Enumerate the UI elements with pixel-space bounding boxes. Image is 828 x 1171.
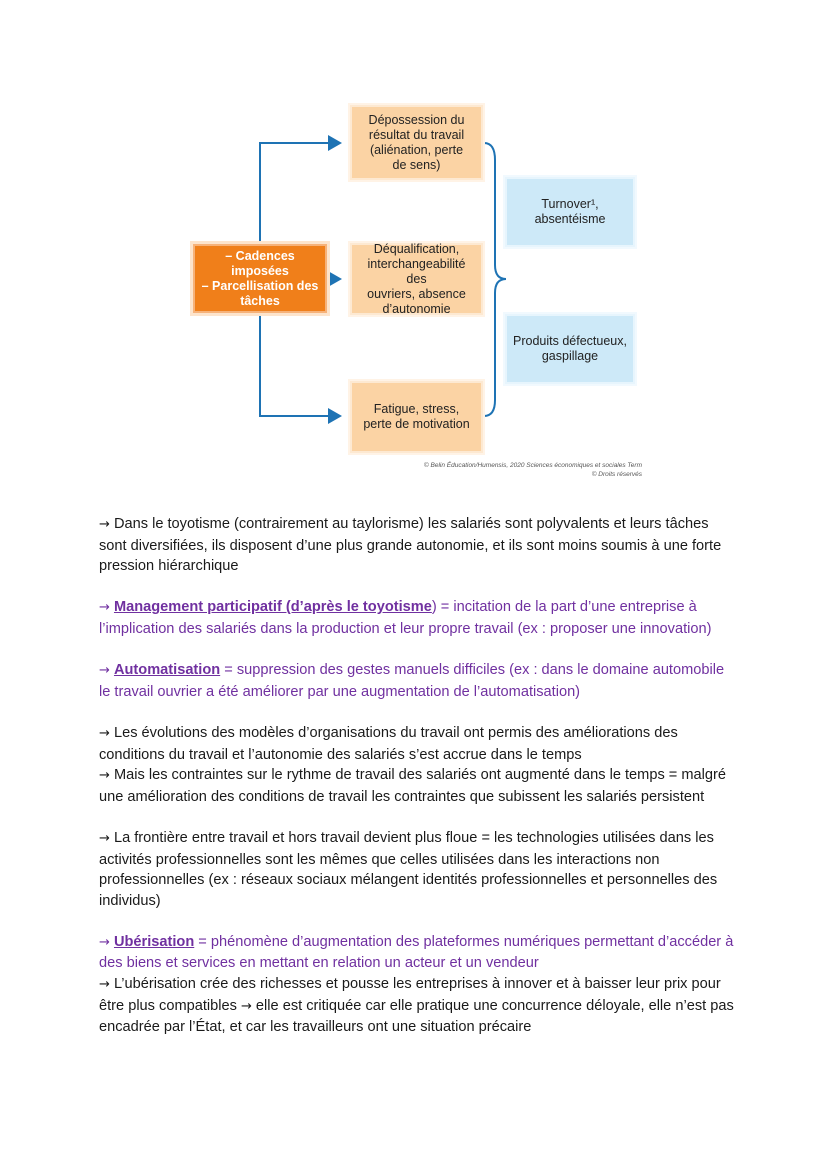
grouping-brace	[484, 143, 506, 416]
consequence-line: Produits défectueux,	[513, 334, 627, 348]
consequence-line: absentéisme	[534, 212, 606, 226]
paragraph-text: Dans le toyotisme (contrairement au taylorisme) les salariés sont polyvalents et leurs tâches sont diversifiées, ils disposent d’une plus grande autonomie, et ils sont moins soumis à une forte pression hiérarchique	[99, 516, 722, 575]
paragraph-text: Mais les contraintes sur le rythme de travail des salariés ont augmenté dans le temps = malgré une amélioration des conditions de travail les contraintes que subissent les salariés persistent	[99, 767, 726, 805]
definition-term: Management participatif (d’après le toyotisme	[113, 599, 432, 616]
arrow-icon: →	[99, 768, 110, 784]
consequence-box-turnover	[505, 177, 635, 247]
definition-term: Automatisation	[113, 662, 221, 679]
paragraph-text: L’ubérisation crée des richesses et pousse les entreprises à innover et à baisser leur prix pour être plus compatibles	[99, 976, 721, 1014]
arrow-icon: →	[240, 998, 252, 1014]
paragraph-toyotism	[99, 514, 739, 577]
diagram	[0, 0, 828, 490]
effect-line: d’autonomie	[382, 301, 451, 316]
arrow-icon: →	[99, 600, 110, 616]
effect-box-deskilling	[350, 243, 483, 315]
paragraph-work-boundary	[99, 828, 739, 911]
source-line: – Cadences imposées	[225, 248, 295, 278]
image-credit	[424, 461, 642, 479]
effect-line: Déqualification,	[373, 241, 460, 256]
definition-term: Ubérisation	[113, 933, 195, 950]
paragraph-evolutions	[99, 723, 739, 765]
arrow-icon: →	[99, 934, 110, 950]
arrow-icon: →	[99, 977, 110, 993]
effect-box-dispossession	[350, 105, 483, 180]
credit-line: © Belin Éducation/Humensis, 2020 Sciences économiques et sociales Term	[423, 462, 642, 469]
effect-line: (aliénation, perte	[369, 142, 464, 157]
paragraph-uberization	[99, 932, 739, 974]
arrow-icon: →	[99, 830, 110, 846]
effect-line: interchangeabilité des	[367, 256, 466, 286]
credit-line: © Droits réservés	[591, 471, 642, 478]
paragraph-participative-management	[99, 597, 739, 639]
paragraph-text: La frontière entre travail et hors travail devient plus floue = les technologies utilisées dans les activités professionnelles sont les mêmes que celles utilisées dans les interactions non professionnelles (ex : réseaux sociaux mélangent identités professionnelles et personnelles des individus)	[99, 829, 718, 909]
definition-text: = suppression des gestes manuels difficiles (ex : dans le domaine automobile le travail ouvrier a été améliorer par une augmentation de l’automatisation)	[99, 662, 725, 700]
effect-line: résultat du travail	[368, 127, 465, 142]
paragraph-text: Les évolutions des modèles d’organisations du travail ont permis des améliorations des conditions du travail et l’autonomie des salariés s’est accrue dans le temps	[99, 724, 678, 763]
effect-line: perte de motivation	[363, 417, 470, 431]
definition-text: ) = incitation de la part d’une entreprise à l’implication des salariés dans la production et leur propre travail (ex : proposer une innovation)	[99, 599, 712, 637]
source-box	[193, 244, 327, 313]
notes-body	[99, 514, 739, 1038]
paragraph-constraints	[99, 765, 739, 807]
paragraph-text: elle est critiquée car elle pratique une concurrence déloyale, elle n’est pas encadrée par l’État, et car les travailleurs ont une situation précaire	[99, 997, 734, 1036]
effect-line: Fatigue, stress,	[373, 402, 460, 416]
connector-to-effect-3	[260, 313, 340, 416]
consequence-box-defects	[505, 314, 635, 384]
definition-text: = phénomène d’augmentation des plateformes numériques permettant d’accéder à des biens et services en mettant en relation un acteur et un vendeur	[99, 933, 734, 972]
effect-line: Dépossession du	[368, 112, 465, 127]
effect-line: ouvriers, absence	[367, 286, 466, 301]
paragraph-uberization-effects	[99, 974, 739, 1038]
effect-box-fatigue	[350, 381, 483, 453]
source-line: – Parcellisation des	[201, 278, 319, 293]
arrow-icon: →	[99, 725, 110, 741]
arrow-icon: →	[99, 663, 110, 679]
arrow-icon: →	[99, 517, 110, 532]
paragraph-automation	[99, 660, 739, 702]
consequence-line: gaspillage	[541, 349, 599, 363]
effect-line: de sens)	[392, 157, 441, 172]
consequence-line: Turnover¹,	[541, 197, 599, 211]
source-line: tâches	[240, 293, 280, 308]
connector-to-effect-1	[260, 143, 340, 244]
